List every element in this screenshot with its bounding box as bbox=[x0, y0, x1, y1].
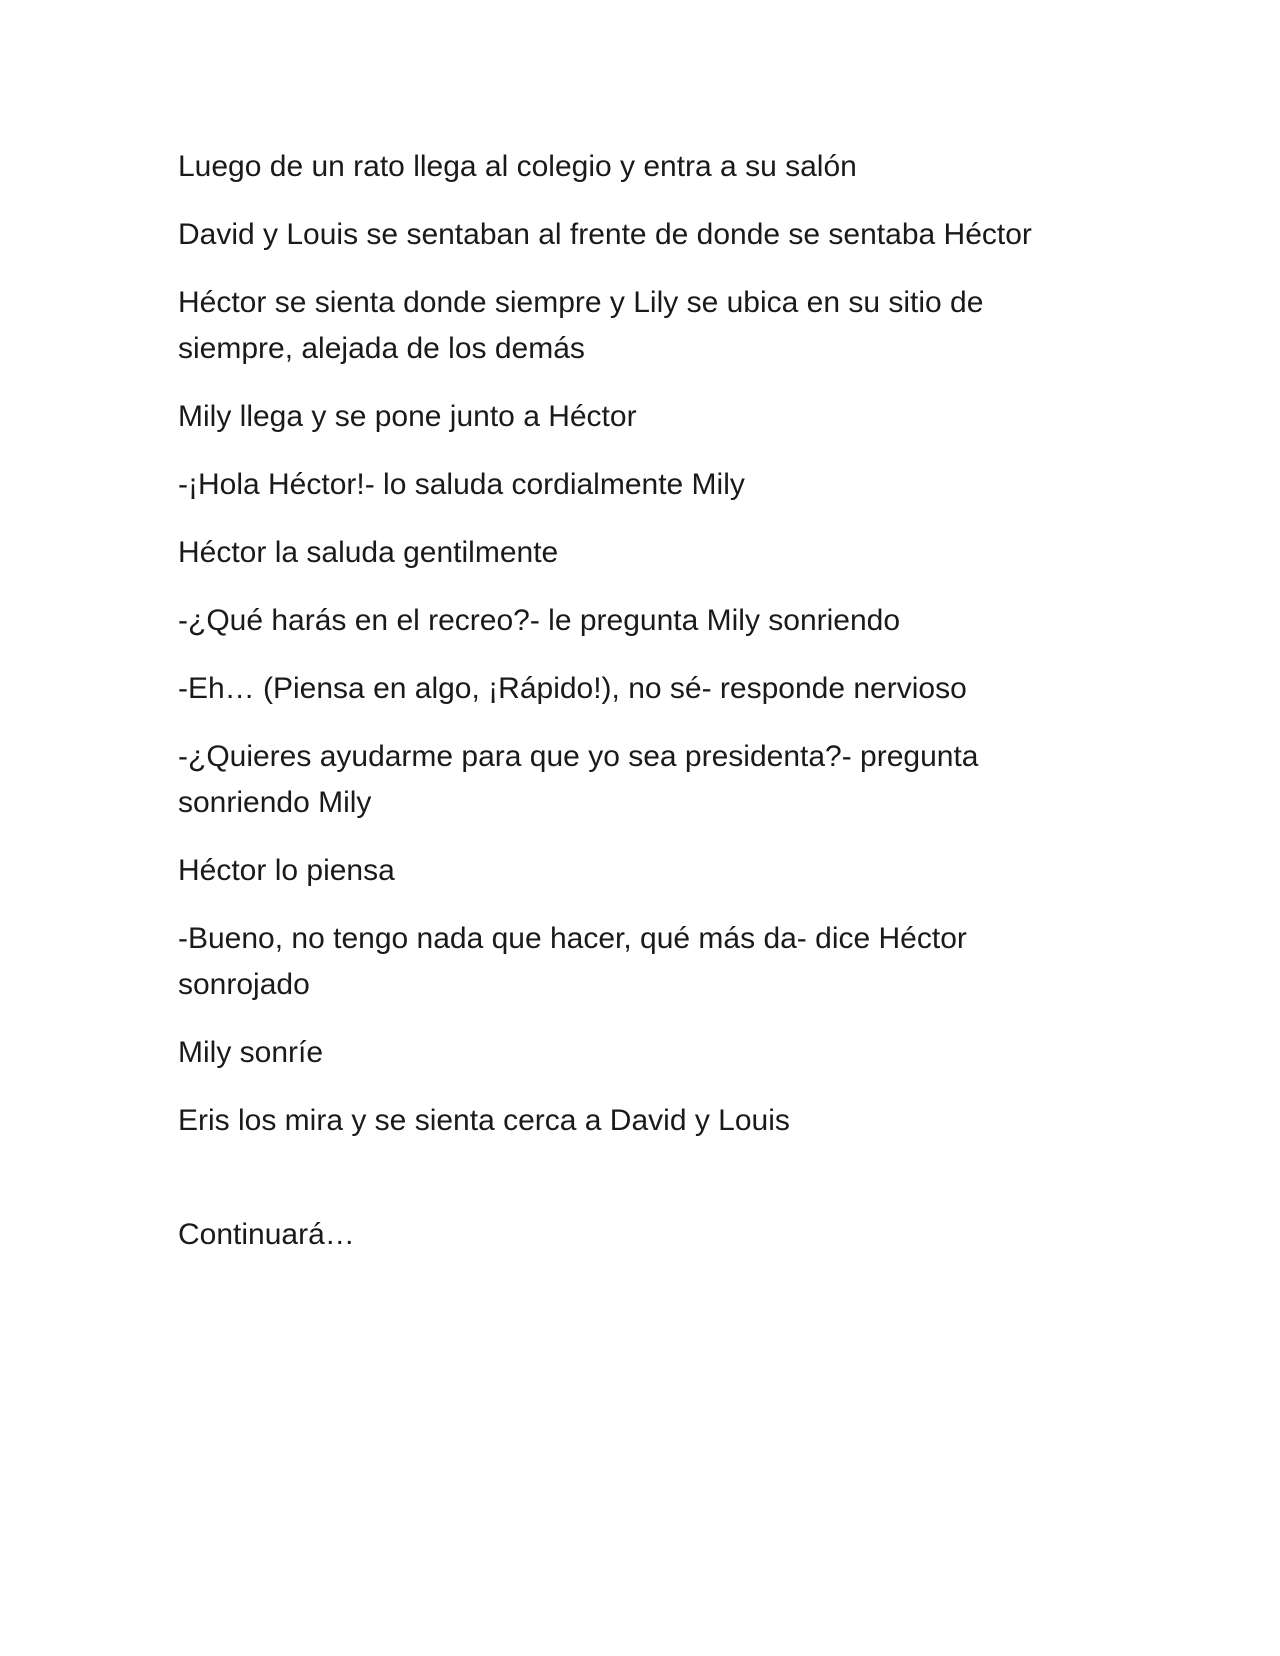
paragraph: Mily llega y se pone junto a Héctor bbox=[178, 400, 637, 433]
paragraph: David y Louis se sentaban al frente de donde se sentaba Héctor bbox=[178, 218, 1032, 251]
paragraph: -¿Qué harás en el recreo?- le pregunta Mily sonriendo bbox=[178, 604, 901, 637]
paragraph: Héctor la saluda gentilmente bbox=[178, 536, 559, 569]
paragraph: -Bueno, no tengo nada que hacer, qué más da- dice Héctor sonrojado bbox=[178, 922, 967, 1001]
paragraph: -¿Quieres ayudarme para que yo sea presidenta?- pregunta sonriendo Mily bbox=[178, 740, 979, 819]
paragraph: -¡Hola Héctor!- lo saluda cordialmente Mily bbox=[178, 468, 745, 501]
paragraph: Héctor se sienta donde siempre y Lily se ubica en su sitio de siempre, alejada de los demás bbox=[178, 286, 984, 365]
paragraph: Eris los mira y se sienta cerca a David y Louis bbox=[178, 1104, 790, 1137]
paragraph: Luego de un rato llega al colegio y entra a su salón bbox=[178, 150, 857, 183]
paragraph: Mily sonríe bbox=[178, 1036, 324, 1069]
paragraph: -Eh… (Piensa en algo, ¡Rápido!), no sé- responde nervioso bbox=[178, 672, 967, 705]
paragraph: Héctor lo piensa bbox=[178, 854, 395, 887]
document-body bbox=[178, 144, 1058, 1280]
continuation-note: Continuará… bbox=[178, 1218, 355, 1251]
